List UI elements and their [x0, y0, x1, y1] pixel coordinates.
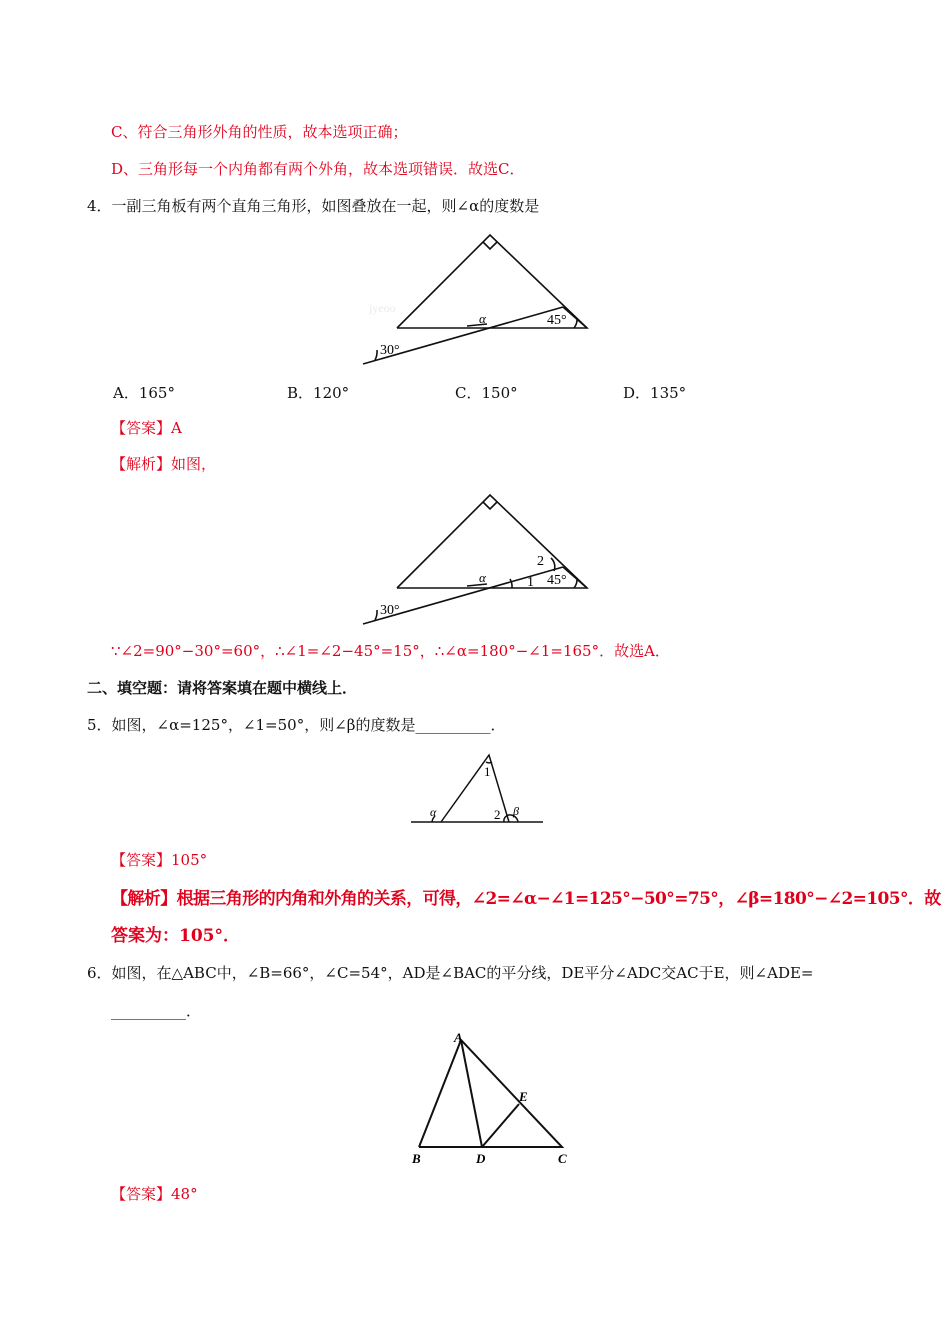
q5-label-1: 1	[484, 764, 491, 779]
q6-label-d: D	[476, 1151, 486, 1166]
q4-right-angle-mark	[483, 242, 497, 249]
q5-label-alpha: α	[430, 805, 437, 819]
q4-sol-label-alpha: α	[479, 570, 486, 585]
q6-label-e: E	[519, 1089, 528, 1104]
q4-option-d: D．135°	[623, 384, 687, 402]
q5-stem: 5．如图，∠α=125°，∠1=50°，则∠β的度数是__________．	[87, 716, 506, 734]
q4-label-45: 45°	[547, 313, 567, 328]
q4-option-b: B．120°	[287, 384, 350, 402]
q5-figure	[408, 750, 548, 830]
q4-sol-label-30: 30°	[380, 603, 400, 618]
q4-analysis-label: 【解析】如图，	[111, 455, 217, 473]
q4-watermark: jyeoo	[369, 301, 396, 315]
q4-sol-label-2: 2	[537, 554, 544, 569]
q6-answer: 【答案】48°	[111, 1185, 198, 1203]
q4-option-c: C．150°	[455, 384, 518, 402]
q6-stem-line-1: 6．如图，在△ABC中，∠B=66°，∠C=54°，AD是∠BAC的平分线，DE平分∠ADC交AC于E，则∠ADE=	[87, 964, 814, 982]
q4-sol-label-1: 1	[527, 575, 534, 590]
q4-answer: 【答案】A	[111, 419, 182, 437]
q4-angle-1-arc	[510, 579, 512, 588]
q5-label-2: 2	[494, 807, 501, 822]
q6-segment-de	[482, 1104, 519, 1147]
q4-stem: 4．一副三角板有两个直角三角形，如图叠放在一起，则∠α的度数是	[87, 197, 540, 215]
q4-figure	[355, 228, 595, 370]
q5-label-beta: β	[513, 804, 519, 818]
q5-analysis-line-2: 答案为：105°．	[111, 926, 240, 946]
section-2-title: 二、填空题：请将答案填在题中横线上．	[87, 679, 358, 697]
q3-analysis-option-d: D、三角形每一个内角都有两个外角，故本选项错误．故选C．	[111, 160, 525, 178]
q6-label-c: C	[558, 1151, 567, 1166]
q4-option-a: A．165°	[113, 384, 175, 402]
q6-label-b: B	[412, 1151, 421, 1166]
q5-answer: 【答案】105°	[111, 851, 208, 869]
q6-triangle-abc	[419, 1040, 562, 1147]
q6-stem-line-2: __________．	[111, 1002, 202, 1020]
q4-label-30: 30°	[380, 343, 400, 358]
q4-angle-45-arc	[574, 318, 577, 328]
q6-label-a: A	[454, 1030, 463, 1045]
q5-analysis-line-1: 【解析】根据三角形的内角和外角的关系，可得，∠2=∠α−∠1=125°−50°=75°，∠β=180°−∠2=105°．故	[111, 889, 941, 909]
q4-sol-label-45: 45°	[547, 573, 567, 588]
q6-figure	[408, 1030, 578, 1170]
q4-solution-figure	[355, 488, 595, 630]
q4-angle-30-arc	[375, 350, 377, 360]
q4-solution: ∵∠2=90°−30°=60°，∴∠1=∠2−45°=15°，∴∠α=180°−∠1=165°．故选A．	[111, 642, 670, 660]
q4-label-alpha: α	[479, 311, 486, 326]
q3-analysis-option-c: C、符合三角形外角的性质，故本选项正确；	[111, 123, 408, 141]
q6-segment-ad	[461, 1040, 482, 1147]
